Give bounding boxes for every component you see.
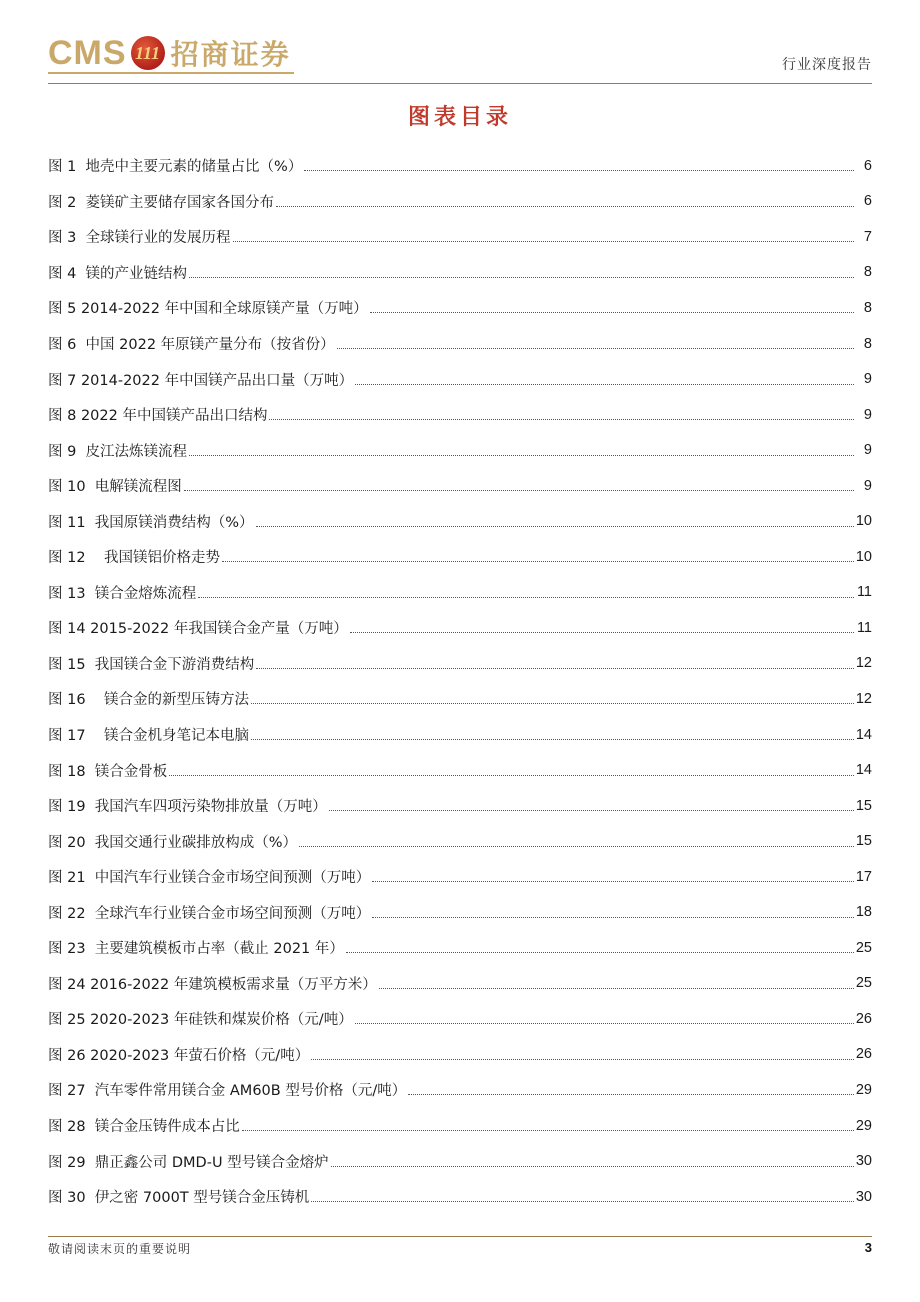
toc-dot-leader [222,561,854,562]
header-divider [48,83,872,84]
toc-dot-leader [337,348,854,349]
toc-entry[interactable] [48,503,872,539]
footer-divider [48,1236,872,1237]
toc-entry[interactable] [48,361,872,397]
toc-entry-page[interactable]: 30 [855,1153,872,1170]
toc-dot-leader [256,526,854,527]
toc-entry[interactable] [48,1108,872,1144]
toc-dot-leader [408,1094,854,1095]
toc-entry[interactable] [48,930,872,966]
toc-entry-label[interactable]: 图 5 2014-2022 年中国和全球原镁产量（万吨） [48,301,368,318]
toc-entry[interactable] [48,1001,872,1037]
toc-dot-leader [355,384,854,385]
toc-entry-label[interactable]: 图 23 主要建筑模板市占率（截止 2021 年） [48,941,344,958]
toc-dot-leader [269,419,854,420]
toc-entry-label[interactable]: 图 16 镁合金的新型压铸方法 [48,692,249,709]
toc-entry-label[interactable]: 图 14 2015-2022 年我国镁合金产量（万吨） [48,621,348,638]
toc-entry[interactable] [48,752,872,788]
toc-entry[interactable] [48,148,872,184]
toc-entry[interactable] [48,823,872,859]
toc-dot-leader [379,988,854,989]
logo-text-en: CMS [48,33,127,72]
page-number: 3 [864,1240,872,1255]
toc-dot-leader [233,241,854,242]
toc-dot-leader [304,170,854,171]
toc-entry[interactable] [48,681,872,717]
toc-entry[interactable] [48,397,872,433]
toc-entry-page[interactable]: 17 [855,868,872,885]
toc-entry-label[interactable]: 图 21 中国汽车行业镁合金市场空间预测（万吨） [48,870,371,887]
toc-dot-leader [370,312,854,313]
toc-entry[interactable] [48,219,872,255]
toc-entry-page[interactable]: 15 [855,797,872,814]
toc-entry-label[interactable]: 图 15 我国镁合金下游消费结构 [48,656,255,673]
toc-entry-page[interactable]: 14 [855,762,872,779]
toc-dot-leader [329,810,854,811]
toc-entry-label[interactable]: 图 10 电解镁流程图 [48,479,182,496]
logo-emblem-icon: 111 [131,36,165,70]
toc-entry-page[interactable]: 12 [855,690,872,707]
toc-entry-label[interactable]: 图 26 2020-2023 年萤石价格（元/吨） [48,1047,310,1064]
toc-entry[interactable] [48,326,872,362]
toc-dot-leader [311,1201,854,1202]
cms-logo [48,28,291,78]
toc-entry[interactable] [48,539,872,575]
toc-dot-leader [251,703,854,704]
figure-list [48,148,872,1214]
toc-entry[interactable] [48,468,872,504]
toc-entry-page[interactable]: 9 [863,406,872,423]
toc-entry[interactable] [48,290,872,326]
toc-entry-label[interactable]: 图 25 2020-2023 年硅铁和煤炭价格（元/吨） [48,1012,353,1029]
toc-entry-page[interactable]: 9 [863,477,872,494]
toc-entry-label[interactable]: 图 28 镁合金压铸件成本占比 [48,1119,240,1136]
toc-entry-page[interactable]: 26 [855,1010,872,1027]
toc-entry-page[interactable]: 11 [856,619,872,636]
toc-entry-page[interactable]: 12 [855,655,872,672]
toc-entry-label[interactable]: 图 20 我国交通行业碳排放构成（%） [48,834,298,851]
toc-entry-page[interactable]: 9 [863,371,872,388]
report-type-label: 行业深度报告 [782,57,872,73]
toc-entry-label[interactable]: 图 8 2022 年中国镁产品出口结构 [48,408,268,425]
toc-entry-page[interactable]: 29 [855,1117,872,1134]
toc-entry-label[interactable]: 图 1 地壳中主要元素的储量占比（%） [48,159,303,176]
toc-entry-label[interactable]: 图 29 鼎正鑫公司 DMD-U 型号镁合金熔炉 [48,1154,329,1171]
toc-dot-leader [372,881,854,882]
toc-entry[interactable] [48,966,872,1002]
toc-entry-label[interactable]: 图 24 2016-2022 年建筑模板需求量（万平方米） [48,976,377,993]
toc-entry-label[interactable]: 图 11 我国原镁消费结构（%） [48,514,254,531]
toc-dot-leader [242,1130,854,1131]
toc-entry-label[interactable]: 图 2 菱镁矿主要储存国家各国分布 [48,194,275,211]
toc-entry[interactable] [48,894,872,930]
toc-entry-label[interactable]: 图 22 全球汽车行业镁合金市场空间预测（万吨） [48,905,371,922]
toc-entry-page[interactable]: 29 [855,1081,872,1098]
logo-underline [48,72,294,74]
toc-entry-label[interactable]: 图 9 皮江法炼镁流程 [48,443,188,460]
toc-entry-page[interactable]: 26 [855,1046,872,1063]
toc-entry[interactable] [48,1037,872,1073]
page-header [48,28,872,84]
logo-text-cn: 招商证券 [170,38,291,71]
toc-entry-label[interactable]: 图 30 伊之密 7000T 型号镁合金压铸机 [48,1190,310,1207]
toc-entry-label[interactable]: 图 17 镁合金机身笔记本电脑 [48,728,249,745]
toc-entry-page[interactable]: 25 [855,975,872,992]
toc-dot-leader [331,1166,854,1167]
page-title: 图表目录 [407,105,512,130]
toc-entry-label[interactable]: 图 19 我国汽车四项污染物排放量（万吨） [48,799,327,816]
toc-dot-leader [350,632,854,633]
toc-entry[interactable] [48,610,872,646]
toc-dot-leader [251,739,854,740]
toc-entry-page[interactable]: 6 [863,157,872,174]
toc-entry[interactable] [48,717,872,753]
toc-entry-page[interactable]: 11 [856,584,872,601]
toc-entry[interactable] [48,432,872,468]
toc-entry[interactable] [48,1179,872,1215]
toc-dot-leader [189,277,854,278]
toc-entry-page[interactable]: 9 [863,442,872,459]
toc-entry-label[interactable]: 图 13 镁合金熔炼流程 [48,585,197,602]
toc-dot-leader [355,1023,854,1024]
toc-entry-page[interactable]: 10 [855,548,872,565]
toc-entry-page[interactable]: 8 [863,264,872,281]
toc-dot-leader [372,917,854,918]
toc-entry-label[interactable]: 图 4 镁的产业链结构 [48,265,188,282]
toc-entry-page[interactable]: 7 [863,228,872,245]
toc-entry-page[interactable]: 18 [855,904,872,921]
toc-entry-page[interactable]: 14 [855,726,872,743]
toc-entry-page[interactable]: 30 [855,1188,872,1205]
toc-entry-page[interactable]: 8 [863,299,872,316]
toc-entry-page[interactable]: 25 [855,939,872,956]
toc-dot-leader [169,775,854,776]
toc-entry-label[interactable]: 图 27 汽车零件常用镁合金 AM60B 型号价格（元/吨） [48,1083,407,1100]
toc-entry-page[interactable]: 15 [855,833,872,850]
toc-dot-leader [256,668,854,669]
toc-entry-label[interactable]: 图 18 镁合金骨板 [48,763,168,780]
toc-entry[interactable] [48,575,872,611]
toc-entry[interactable] [48,646,872,682]
toc-dot-leader [189,455,854,456]
toc-dot-leader [346,952,854,953]
toc-entry-label[interactable]: 图 12 我国镁铝价格走势 [48,550,220,567]
toc-entry-label[interactable]: 图 7 2014-2022 年中国镁产品出口量（万吨） [48,372,354,389]
toc-entry-page[interactable]: 10 [855,513,872,530]
toc-entry[interactable] [48,1072,872,1108]
toc-entry[interactable] [48,859,872,895]
toc-entry[interactable] [48,255,872,291]
toc-dot-leader [198,597,854,598]
toc-dot-leader [276,206,854,207]
toc-entry-page[interactable]: 6 [863,193,872,210]
toc-entry[interactable] [48,184,872,220]
toc-entry-label[interactable]: 图 6 中国 2022 年原镁产量分布（按省份） [48,337,335,353]
footer-disclaimer: 敬请阅读末页的重要说明 [48,1242,192,1256]
toc-entry[interactable] [48,788,872,824]
toc-entry-page[interactable]: 8 [863,335,872,352]
toc-dot-leader [311,1059,854,1060]
toc-dot-leader [299,846,854,847]
toc-dot-leader [184,490,854,491]
toc-entry-label[interactable]: 图 3 全球镁行业的发展历程 [48,230,231,247]
toc-entry[interactable] [48,1143,872,1179]
